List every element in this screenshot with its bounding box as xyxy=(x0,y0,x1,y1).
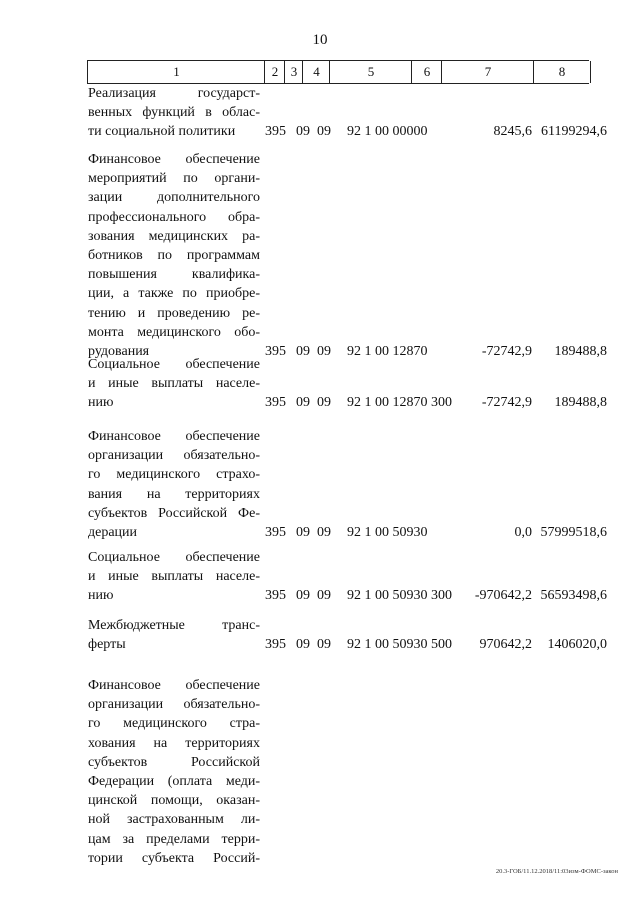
row-name-line: рудования xyxy=(88,344,150,360)
row-name-line: организации обязательно- xyxy=(88,697,260,713)
cell-ministry: 395 xyxy=(265,525,286,540)
row-name-line: субъектов Российской Фе- xyxy=(88,505,260,521)
cell-target-code: 92 1 00 12870 xyxy=(347,344,428,359)
row-name-line: тению и проведению ре- xyxy=(88,305,260,321)
cell-total: 56593498,6 xyxy=(540,588,607,603)
cell-section: 09 xyxy=(296,588,310,603)
row-name xyxy=(88,427,260,542)
cell-ministry: 395 xyxy=(265,344,286,359)
header-col-1: 1 xyxy=(87,61,265,83)
cell-ministry: 395 xyxy=(265,124,286,139)
row-name-line: ти социальной политики xyxy=(88,124,236,140)
cell-change: 970642,2 xyxy=(479,637,532,652)
row-name-line: Реализация государст- xyxy=(88,86,260,101)
row-name xyxy=(88,150,260,361)
row-name-line: хования на территориях xyxy=(88,735,260,751)
cell-total: 189488,8 xyxy=(554,344,607,359)
row-name-line: Межбюджетные транс- xyxy=(88,618,260,633)
cell-subsection: 09 xyxy=(317,395,331,410)
cell-total: 57999518,6 xyxy=(540,525,607,540)
row-name-line: мероприятий по органи- xyxy=(88,171,260,187)
row-name-line: зации дополнительного xyxy=(88,190,260,206)
cell-change: 0,0 xyxy=(514,525,532,540)
row-name-line: Финансовое обеспечение xyxy=(88,429,260,444)
cell-subsection: 09 xyxy=(317,124,331,139)
header-col-4: 4 xyxy=(302,61,330,83)
cell-section: 09 xyxy=(296,395,310,410)
row-name-line: Социальное обеспечение xyxy=(88,550,260,565)
cell-total: 61199294,6 xyxy=(541,124,607,139)
cell-target-code: 92 1 00 12870 xyxy=(347,395,428,410)
row-name-line: дерации xyxy=(88,525,138,541)
row-name-line: цинской помощи, оказан- xyxy=(88,793,260,809)
row-name-line: и иные выплаты населе- xyxy=(88,376,260,392)
row-name xyxy=(88,355,260,413)
document-footer-code: 20.3-ГОБ/11.12.2018/11:03изм-ФОМС-закон xyxy=(495,868,618,875)
row-name-line: ботников по программам xyxy=(88,248,260,264)
row-name-line: зования медицинских ра- xyxy=(88,228,260,244)
row-name-line: организации обязательно- xyxy=(88,448,260,464)
row-name-line: нию xyxy=(88,395,114,411)
row-name-line: го медицинского страхо- xyxy=(88,467,260,483)
row-name-line: цам за пределами терри- xyxy=(88,831,260,847)
row-name-line: венных функций в облас- xyxy=(88,105,260,121)
row-name-line: профессионального обра- xyxy=(88,209,260,225)
cell-total: 189488,8 xyxy=(554,395,607,410)
row-name-line: го медицинского стра- xyxy=(88,716,260,732)
cell-expense-type: 500 xyxy=(431,637,452,652)
row-name-line: ферты xyxy=(88,637,126,653)
row-name-line: субъектов Российской xyxy=(88,754,260,770)
cell-section: 09 xyxy=(296,124,310,139)
cell-section: 09 xyxy=(296,637,310,652)
cell-subsection: 09 xyxy=(317,637,331,652)
cell-target-code: 92 1 00 50930 xyxy=(347,637,428,652)
cell-target-code: 92 1 00 50930 xyxy=(347,525,428,540)
row-name-line: Финансовое обеспечение xyxy=(88,152,260,167)
row-name-line: тории субъекта Россий- xyxy=(88,850,260,866)
cell-change: 8245,6 xyxy=(493,124,532,139)
cell-section: 09 xyxy=(296,344,310,359)
header-col-7: 7 xyxy=(441,61,534,83)
cell-expense-type: 300 xyxy=(431,395,452,410)
row-name-line: вания на территориях xyxy=(88,486,260,502)
cell-change: -72742,9 xyxy=(481,395,532,410)
row-name xyxy=(88,548,260,606)
cell-subsection: 09 xyxy=(317,525,331,540)
header-col-6: 6 xyxy=(411,61,442,83)
row-name-line: Социальное обеспечение xyxy=(88,357,260,372)
cell-ministry: 395 xyxy=(265,637,286,652)
header-col-3: 3 xyxy=(284,61,303,83)
cell-subsection: 09 xyxy=(317,588,331,603)
row-name-line: Федерации (оплата меди- xyxy=(88,774,260,790)
cell-target-code: 92 1 00 00000 xyxy=(347,124,428,139)
cell-target-code: 92 1 00 50930 xyxy=(347,588,428,603)
row-name-line: нию xyxy=(88,588,114,604)
row-name-line: ции, а также по приобре- xyxy=(88,286,260,302)
row-name-line: Финансовое обеспечение xyxy=(88,678,260,693)
row-name xyxy=(88,676,260,868)
cell-ministry: 395 xyxy=(265,588,286,603)
cell-expense-type: 300 xyxy=(431,588,452,603)
cell-total: 1406020,0 xyxy=(547,637,607,652)
cell-section: 09 xyxy=(296,525,310,540)
cell-ministry: 395 xyxy=(265,395,286,410)
header-col-5: 5 xyxy=(329,61,412,83)
row-name xyxy=(88,616,260,654)
row-name xyxy=(88,84,260,142)
table-header xyxy=(87,60,589,84)
page-number: 10 xyxy=(312,32,328,48)
cell-change: -72742,9 xyxy=(481,344,532,359)
cell-change: -970642,2 xyxy=(474,588,532,603)
row-name-line: и иные выплаты населе- xyxy=(88,569,260,585)
row-name-line: монта медицинского обо- xyxy=(88,324,260,340)
row-name-line: повышения квалифика- xyxy=(88,267,260,283)
header-col-2: 2 xyxy=(264,61,285,83)
row-name-line: ной застрахованным ли- xyxy=(88,812,260,828)
header-col-8: 8 xyxy=(533,61,591,83)
cell-subsection: 09 xyxy=(317,344,331,359)
